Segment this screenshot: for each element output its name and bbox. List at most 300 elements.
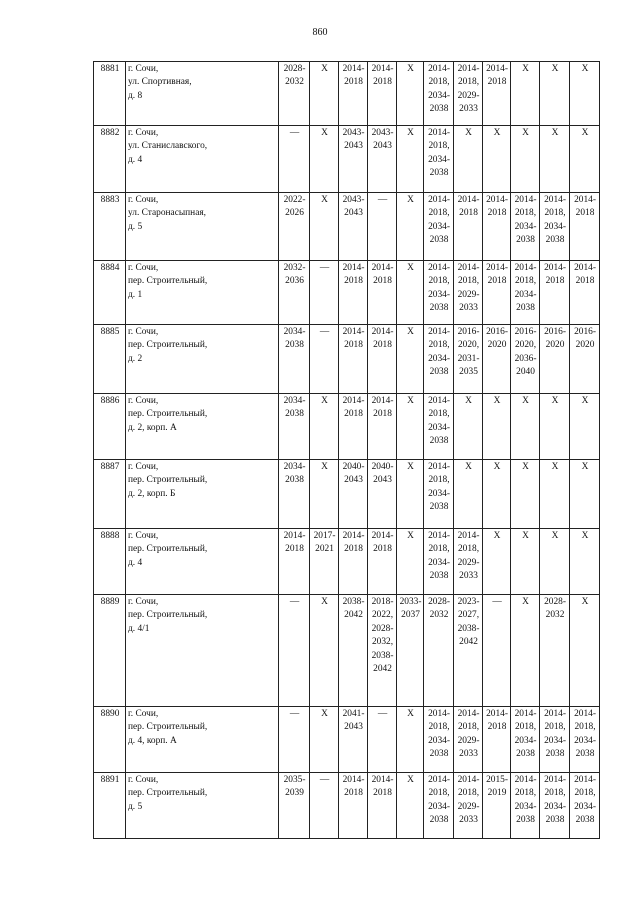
schedule-cell bbox=[397, 595, 424, 707]
schedule-value: 2018 bbox=[373, 340, 392, 351]
schedule-value: 2038 bbox=[516, 235, 535, 246]
schedule-value: 2016- bbox=[514, 327, 537, 337]
address-cell bbox=[126, 193, 279, 261]
schedule-value: X bbox=[581, 396, 589, 406]
schedule-cell bbox=[424, 126, 454, 193]
schedule-cell bbox=[454, 126, 483, 193]
table-row bbox=[94, 394, 600, 460]
schedule-value: 2039 bbox=[285, 788, 304, 799]
schedule-value: — bbox=[319, 327, 330, 337]
schedule-value: 2014- bbox=[544, 775, 566, 785]
schedule-value: 2034- bbox=[428, 422, 450, 433]
schedule-value: 2034- bbox=[544, 801, 566, 812]
schedule-value: 2016- bbox=[457, 327, 480, 337]
schedule-value: 2014- bbox=[574, 263, 596, 273]
address-cell bbox=[126, 394, 279, 460]
schedule-cell bbox=[454, 193, 483, 261]
schedule-cell bbox=[483, 529, 511, 595]
schedule-value: 2018, bbox=[514, 276, 537, 287]
row-number-cell: 8882 bbox=[94, 126, 126, 193]
address-line: пер. Строительный, bbox=[128, 610, 208, 621]
schedule-value: 2014- bbox=[544, 195, 566, 205]
table-row bbox=[94, 126, 600, 193]
schedule-cell bbox=[368, 126, 397, 193]
schedule-value: 2014- bbox=[371, 775, 394, 785]
schedule-cell bbox=[339, 460, 368, 529]
schedule-value: 2018, bbox=[457, 544, 480, 555]
schedule-cell bbox=[454, 460, 483, 529]
schedule-value: 2034- bbox=[428, 90, 450, 101]
schedule-cell bbox=[339, 595, 368, 707]
schedule-cell bbox=[540, 773, 570, 839]
schedule-cell bbox=[511, 193, 540, 261]
schedule-cell bbox=[310, 193, 339, 261]
schedule-cell bbox=[570, 126, 600, 193]
schedule-value: 2014- bbox=[342, 263, 365, 273]
schedule-cell bbox=[368, 394, 397, 460]
schedule-value: 2038 bbox=[429, 815, 449, 826]
schedule-value: 2038- bbox=[342, 597, 365, 607]
schedule-value: 2032- bbox=[283, 263, 306, 273]
address-line: д. 4/1 bbox=[128, 623, 150, 634]
schedule-value: 2034- bbox=[428, 289, 450, 300]
schedule-cell bbox=[279, 394, 310, 460]
page-number: 860 bbox=[312, 27, 328, 38]
schedule-cell bbox=[310, 773, 339, 839]
address-line: пер. Строительный, bbox=[128, 409, 208, 420]
address-line: пер. Строительный, bbox=[128, 340, 208, 351]
schedule-value: 2014- bbox=[514, 709, 537, 719]
schedule-cell bbox=[397, 193, 424, 261]
schedule-value: 2032, bbox=[371, 637, 394, 648]
schedule-value: 2014- bbox=[514, 263, 537, 273]
schedule-cell bbox=[511, 62, 540, 126]
schedule-cell bbox=[339, 529, 368, 595]
schedule-value: X bbox=[321, 128, 328, 138]
schedule-cell bbox=[310, 529, 339, 595]
table-row bbox=[94, 325, 600, 394]
schedule-value: — bbox=[319, 775, 330, 785]
schedule-value: X bbox=[407, 775, 414, 785]
schedule-value: 2014- bbox=[457, 531, 480, 541]
schedule-value: X bbox=[321, 597, 328, 607]
schedule-value: X bbox=[465, 128, 472, 138]
schedule-value: 2033 bbox=[459, 749, 478, 760]
schedule-value: 2014- bbox=[457, 263, 480, 273]
address-line: д. 4, корп. А bbox=[128, 735, 177, 746]
schedule-value: 2034- bbox=[514, 801, 537, 812]
schedule-value: 2018 bbox=[487, 276, 507, 287]
schedule-value: 2014- bbox=[371, 327, 394, 337]
row-number-cell: 8890 bbox=[94, 707, 126, 773]
schedule-cell bbox=[279, 62, 310, 126]
schedule-value: 2038 bbox=[285, 409, 304, 420]
schedule-value: 2032 bbox=[429, 610, 449, 621]
schedule-value: 2018 bbox=[487, 722, 507, 733]
schedule-cell bbox=[397, 325, 424, 394]
schedule-value: 2034- bbox=[428, 154, 450, 165]
schedule-value: — bbox=[289, 709, 300, 719]
schedule-cell bbox=[368, 595, 397, 707]
schedule-value: 2038 bbox=[429, 235, 449, 246]
schedule-cell bbox=[339, 707, 368, 773]
schedule-value: X bbox=[551, 462, 559, 472]
schedule-cell bbox=[570, 261, 600, 325]
schedule-cell bbox=[368, 193, 397, 261]
schedule-value: 2042 bbox=[373, 664, 392, 675]
schedule-value: 2034- bbox=[428, 557, 450, 568]
schedule-value: 2029- bbox=[457, 90, 480, 101]
schedule-value: 2033 bbox=[459, 104, 478, 115]
schedule-cell bbox=[279, 261, 310, 325]
schedule-value: 2018 bbox=[459, 208, 478, 219]
address-line: д. 2 bbox=[128, 353, 143, 364]
schedule-cell bbox=[540, 126, 570, 193]
schedule-value: 2043 bbox=[344, 208, 363, 219]
schedule-value: 2014- bbox=[514, 775, 537, 785]
schedule-value: 2014- bbox=[428, 263, 450, 273]
address-line: д. 4 bbox=[128, 557, 143, 568]
schedule-cell bbox=[454, 394, 483, 460]
schedule-cell bbox=[397, 707, 424, 773]
schedule-value: 2014- bbox=[486, 709, 508, 719]
schedule-value: 2018, bbox=[428, 77, 450, 88]
schedule-value: X bbox=[407, 64, 414, 74]
schedule-value: 2026 bbox=[285, 208, 304, 219]
schedule-value: 2018 bbox=[575, 208, 595, 219]
schedule-cell bbox=[339, 394, 368, 460]
schedule-cell bbox=[454, 529, 483, 595]
schedule-value: 2016- bbox=[486, 327, 508, 337]
schedule-value: 2018, bbox=[457, 276, 480, 287]
schedule-value: 2043 bbox=[344, 475, 363, 486]
schedule-cell bbox=[483, 126, 511, 193]
address-line: г. Сочи, bbox=[128, 775, 159, 785]
schedule-value: 2043- bbox=[342, 128, 365, 138]
schedule-cell bbox=[279, 773, 310, 839]
schedule-value: 2038 bbox=[516, 303, 535, 314]
schedule-cell bbox=[368, 325, 397, 394]
schedule-value: 2018, bbox=[544, 208, 566, 219]
schedule-cell bbox=[540, 707, 570, 773]
schedule-value: 2014- bbox=[428, 195, 450, 205]
schedule-value: 2016- bbox=[544, 327, 566, 337]
schedule-cell bbox=[397, 62, 424, 126]
schedule-cell bbox=[483, 261, 511, 325]
schedule-cell bbox=[310, 62, 339, 126]
row-number-cell: 8883 bbox=[94, 193, 126, 261]
schedule-cell bbox=[310, 325, 339, 394]
row-number-cell: 8884 bbox=[94, 261, 126, 325]
schedule-value: X bbox=[407, 462, 414, 472]
schedule-value: 2038 bbox=[516, 749, 535, 760]
address-cell bbox=[126, 707, 279, 773]
schedule-cell bbox=[540, 325, 570, 394]
schedule-cell bbox=[540, 62, 570, 126]
schedule-cell bbox=[279, 595, 310, 707]
schedule-value: 2014- bbox=[428, 396, 450, 406]
schedule-cell bbox=[368, 460, 397, 529]
schedule-value: 2019 bbox=[487, 788, 507, 799]
schedule-value: 2014- bbox=[342, 531, 365, 541]
schedule-value: 2018 bbox=[344, 340, 363, 351]
address-line: д. 8 bbox=[128, 90, 143, 101]
address-line: г. Сочи, bbox=[128, 263, 159, 273]
schedule-cell bbox=[279, 707, 310, 773]
schedule-value: 2038 bbox=[545, 749, 565, 760]
schedule-value: 2016- bbox=[574, 327, 596, 337]
schedule-value: 2014- bbox=[457, 709, 480, 719]
schedule-value: 2018, bbox=[544, 788, 566, 799]
schedule-value: 2034- bbox=[574, 801, 596, 812]
schedule-value: X bbox=[522, 462, 529, 472]
schedule-value: 2042 bbox=[459, 637, 478, 648]
schedule-cell bbox=[279, 529, 310, 595]
schedule-cell bbox=[339, 126, 368, 193]
row-number-cell: 8889 bbox=[94, 595, 126, 707]
schedule-value: 2033 bbox=[459, 815, 478, 826]
schedule-cell bbox=[511, 394, 540, 460]
schedule-cell bbox=[424, 394, 454, 460]
schedule-cell bbox=[397, 261, 424, 325]
schedule-cell bbox=[570, 62, 600, 126]
schedule-value: 2020, bbox=[457, 340, 480, 351]
schedule-value: 2018, bbox=[574, 722, 596, 733]
schedule-value: 2018 bbox=[487, 208, 507, 219]
schedule-value: 2018, bbox=[457, 788, 480, 799]
schedule-cell bbox=[511, 126, 540, 193]
schedule-value: 2018 bbox=[575, 276, 595, 287]
schedule-value: 2017- bbox=[313, 531, 336, 541]
schedule-cell bbox=[310, 460, 339, 529]
schedule-value: 2014- bbox=[371, 531, 394, 541]
schedule-cell bbox=[511, 707, 540, 773]
table-row bbox=[94, 595, 600, 707]
schedule-value: 2014- bbox=[574, 195, 596, 205]
schedule-cell bbox=[570, 325, 600, 394]
schedule-value: X bbox=[551, 64, 559, 74]
address-line: г. Сочи, bbox=[128, 709, 159, 719]
schedule-cell bbox=[483, 773, 511, 839]
schedule-value: — bbox=[289, 597, 300, 607]
schedule-value: 2038 bbox=[545, 235, 565, 246]
schedule-value: 2034- bbox=[283, 462, 306, 472]
address-line: г. Сочи, bbox=[128, 597, 159, 607]
schedule-value: 2028- bbox=[283, 64, 306, 74]
row-number-cell: 8886 bbox=[94, 394, 126, 460]
schedule-cell bbox=[483, 707, 511, 773]
address-line: д. 2, корп. А bbox=[128, 422, 177, 433]
schedule-value: 2043 bbox=[373, 475, 392, 486]
schedule-value: 2036- bbox=[514, 353, 537, 364]
schedule-value: 2038 bbox=[516, 815, 535, 826]
schedule-value: 2038 bbox=[545, 815, 565, 826]
schedule-value: X bbox=[581, 531, 589, 541]
schedule-value: X bbox=[321, 462, 328, 472]
row-number-cell: 8881 bbox=[94, 62, 126, 126]
schedule-value: 2032 bbox=[285, 77, 304, 88]
schedule-cell bbox=[540, 529, 570, 595]
schedule-value: 2018, bbox=[544, 722, 566, 733]
schedule-value: 2018, bbox=[428, 544, 450, 555]
schedule-cell bbox=[540, 261, 570, 325]
schedule-value: 2034- bbox=[428, 353, 450, 364]
schedule-value: 2041- bbox=[342, 709, 365, 719]
address-cell bbox=[126, 595, 279, 707]
schedule-value: 2018 bbox=[373, 77, 392, 88]
schedule-cell bbox=[570, 595, 600, 707]
schedule-cell bbox=[310, 126, 339, 193]
schedule-cell bbox=[397, 126, 424, 193]
address-line: г. Сочи, bbox=[128, 128, 159, 138]
schedule-value: 2020 bbox=[575, 340, 595, 351]
schedule-value: 2014- bbox=[342, 396, 365, 406]
schedule-value: 2018, bbox=[428, 722, 450, 733]
schedule-value: X bbox=[407, 709, 414, 719]
schedule-value: 2014- bbox=[457, 64, 480, 74]
housing-repair-schedule-table bbox=[93, 61, 600, 839]
schedule-value: 2038 bbox=[429, 303, 449, 314]
address-line: пер. Строительный, bbox=[128, 788, 208, 799]
address-line: г. Сочи, bbox=[128, 462, 159, 472]
schedule-value: 2014- bbox=[342, 775, 365, 785]
schedule-cell bbox=[279, 193, 310, 261]
schedule-value: 2018 bbox=[344, 276, 363, 287]
table-row bbox=[94, 529, 600, 595]
address-cell bbox=[126, 261, 279, 325]
schedule-cell bbox=[540, 460, 570, 529]
address-line: д. 4 bbox=[128, 154, 143, 165]
schedule-value: X bbox=[581, 64, 589, 74]
address-cell bbox=[126, 325, 279, 394]
address-cell bbox=[126, 773, 279, 839]
schedule-value: 2029- bbox=[457, 289, 480, 300]
schedule-value: 2031- bbox=[457, 353, 480, 364]
schedule-value: 2034- bbox=[514, 735, 537, 746]
schedule-value: 2034- bbox=[283, 396, 306, 406]
schedule-cell bbox=[454, 62, 483, 126]
schedule-cell bbox=[454, 325, 483, 394]
schedule-cell bbox=[310, 261, 339, 325]
schedule-value: 2034- bbox=[544, 735, 566, 746]
schedule-cell bbox=[424, 325, 454, 394]
schedule-cell bbox=[511, 529, 540, 595]
schedule-value: 2014- bbox=[428, 775, 450, 785]
schedule-value: X bbox=[493, 462, 501, 472]
schedule-cell bbox=[454, 707, 483, 773]
schedule-value: 2028- bbox=[371, 623, 394, 634]
schedule-value: 2020 bbox=[487, 340, 507, 351]
schedule-value: X bbox=[407, 263, 414, 273]
schedule-cell bbox=[368, 707, 397, 773]
address-line: д. 1 bbox=[128, 289, 143, 300]
schedule-cell bbox=[570, 529, 600, 595]
schedule-value: 2018 bbox=[487, 77, 507, 88]
schedule-value: 2034- bbox=[514, 221, 537, 232]
schedule-value: 2018, bbox=[574, 788, 596, 799]
schedule-value: 2033 bbox=[459, 571, 478, 582]
schedule-value: 2018, bbox=[428, 409, 450, 420]
schedule-value: 2043- bbox=[342, 195, 365, 205]
schedule-value: 2035 bbox=[459, 367, 478, 378]
schedule-value: X bbox=[493, 128, 501, 138]
schedule-value: 2027, bbox=[457, 610, 480, 621]
schedule-value: 2038 bbox=[429, 104, 449, 115]
schedule-cell bbox=[483, 460, 511, 529]
schedule-value: 2038 bbox=[285, 475, 304, 486]
schedule-value: 2037 bbox=[401, 610, 420, 621]
row-number-cell: 8888 bbox=[94, 529, 126, 595]
schedule-value: X bbox=[321, 709, 328, 719]
schedule-value: — bbox=[377, 195, 388, 205]
schedule-value: 2040 bbox=[516, 367, 535, 378]
schedule-value: 2018 bbox=[373, 276, 392, 287]
schedule-value: 2014- bbox=[428, 128, 450, 138]
schedule-value: X bbox=[321, 195, 328, 205]
schedule-value: 2020, bbox=[514, 340, 537, 351]
schedule-value: 2018 bbox=[344, 544, 363, 555]
schedule-value: 2014- bbox=[283, 531, 306, 541]
schedule-value: 2014- bbox=[574, 775, 596, 785]
schedule-value: 2028- bbox=[428, 597, 450, 607]
schedule-cell bbox=[424, 261, 454, 325]
row-number-cell: 8891 bbox=[94, 773, 126, 839]
schedule-value: 2038 bbox=[429, 571, 449, 582]
schedule-value: X bbox=[551, 531, 559, 541]
schedule-value: 2018, bbox=[428, 340, 450, 351]
schedule-cell bbox=[483, 595, 511, 707]
schedule-value: 2018 bbox=[344, 788, 363, 799]
schedule-value: 2014- bbox=[514, 195, 537, 205]
schedule-value: 2018, bbox=[514, 722, 537, 733]
schedule-value: X bbox=[551, 128, 559, 138]
schedule-cell bbox=[570, 460, 600, 529]
schedule-value: 2018, bbox=[514, 788, 537, 799]
schedule-cell bbox=[339, 62, 368, 126]
schedule-cell bbox=[339, 261, 368, 325]
schedule-value: 2015- bbox=[486, 775, 508, 785]
schedule-value: 2018, bbox=[457, 722, 480, 733]
schedule-cell bbox=[310, 394, 339, 460]
schedule-value: 2014- bbox=[457, 775, 480, 785]
schedule-value: 2038 bbox=[429, 749, 449, 760]
schedule-value: — bbox=[377, 709, 388, 719]
table-row bbox=[94, 707, 600, 773]
schedule-cell bbox=[424, 773, 454, 839]
address-line: г. Сочи, bbox=[128, 396, 159, 406]
schedule-value: 2018, bbox=[428, 788, 450, 799]
schedule-value: 2043 bbox=[344, 722, 363, 733]
schedule-value: 2014- bbox=[428, 709, 450, 719]
schedule-value: 2018, bbox=[428, 208, 450, 219]
schedule-value: 2014- bbox=[428, 462, 450, 472]
schedule-cell bbox=[368, 62, 397, 126]
schedule-cell bbox=[511, 595, 540, 707]
schedule-value: 2038 bbox=[429, 367, 449, 378]
schedule-value: X bbox=[407, 531, 414, 541]
schedule-value: 2021 bbox=[315, 544, 334, 555]
schedule-value: 2034- bbox=[574, 735, 596, 746]
schedule-cell bbox=[279, 126, 310, 193]
schedule-cell bbox=[339, 773, 368, 839]
address-line: г. Сочи, bbox=[128, 327, 159, 337]
schedule-value: X bbox=[581, 462, 589, 472]
schedule-value: X bbox=[493, 531, 501, 541]
schedule-value: 2043- bbox=[371, 128, 394, 138]
schedule-value: X bbox=[407, 327, 414, 337]
schedule-cell bbox=[424, 529, 454, 595]
schedule-value: X bbox=[522, 64, 529, 74]
